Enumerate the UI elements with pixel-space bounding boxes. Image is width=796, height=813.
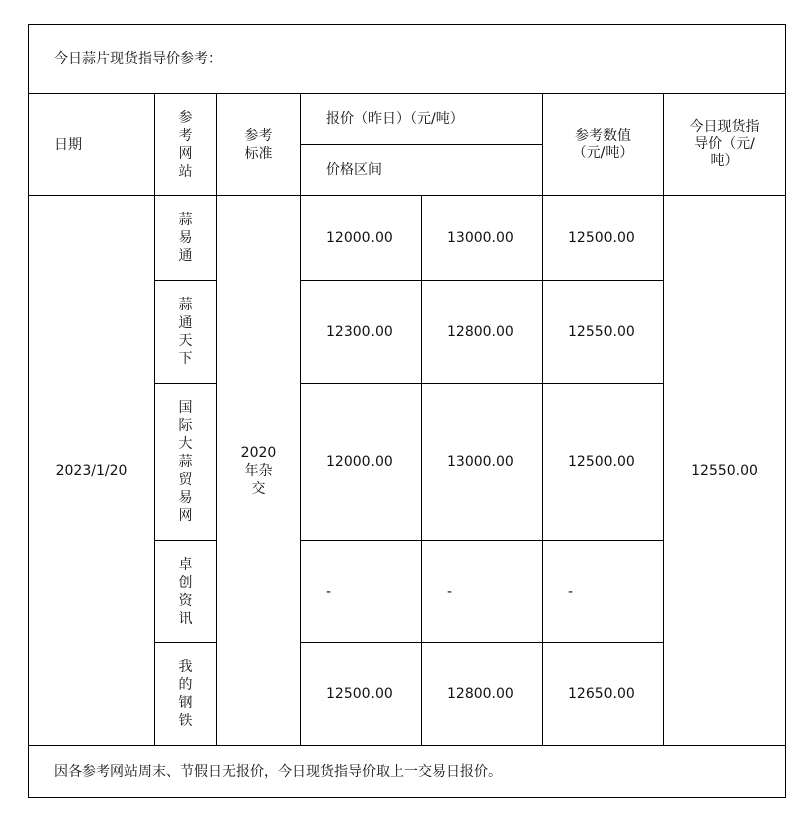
- price-high-cell: -: [422, 541, 543, 643]
- guide-price-cell: 12550.00: [664, 196, 786, 746]
- header-ref-value: 参考数值（元/吨）: [543, 94, 664, 196]
- price-low-cell: -: [301, 541, 422, 643]
- price-low-cell: 12500.00: [301, 643, 422, 746]
- header-standard: 参考标准: [217, 94, 301, 196]
- price-low-cell: 12000.00: [301, 196, 422, 281]
- table-title: 今日蒜片现货指导价参考：: [29, 25, 786, 94]
- ref-value-cell: 12500.00: [543, 196, 664, 281]
- ref-value-cell: -: [543, 541, 664, 643]
- price-high-cell: 12800.00: [422, 643, 543, 746]
- ref-value-cell: 12550.00: [543, 281, 664, 384]
- price-low-cell: 12000.00: [301, 384, 422, 541]
- footnote: 因各参考网站周末、节假日无报价，今日现货指导价取上一交易日报价。: [29, 746, 786, 798]
- header-guide-price: 今日现货指导价（元/吨）: [664, 94, 786, 196]
- header-date: 日期: [29, 94, 155, 196]
- standard-cell: 2020年杂交: [217, 196, 301, 746]
- ref-value-cell: 12650.00: [543, 643, 664, 746]
- site-cell: 国际大蒜贸易网: [155, 384, 217, 541]
- price-reference-table: [28, 24, 786, 798]
- header-site: 参考网站: [155, 94, 217, 196]
- site-cell: 蒜易通: [155, 196, 217, 281]
- header-quote: 报价（昨日）（元/吨）: [301, 94, 543, 145]
- ref-value-cell: 12500.00: [543, 384, 664, 541]
- site-cell: 蒜通天下: [155, 281, 217, 384]
- date-cell: 2023/1/20: [29, 196, 155, 746]
- header-range: 价格区间: [301, 145, 543, 196]
- price-low-cell: 12300.00: [301, 281, 422, 384]
- site-cell: 卓创资讯: [155, 541, 217, 643]
- site-cell: 我的钢铁: [155, 643, 217, 746]
- price-high-cell: 13000.00: [422, 196, 543, 281]
- price-high-cell: 12800.00: [422, 281, 543, 384]
- price-high-cell: 13000.00: [422, 384, 543, 541]
- table-row: [29, 196, 786, 281]
